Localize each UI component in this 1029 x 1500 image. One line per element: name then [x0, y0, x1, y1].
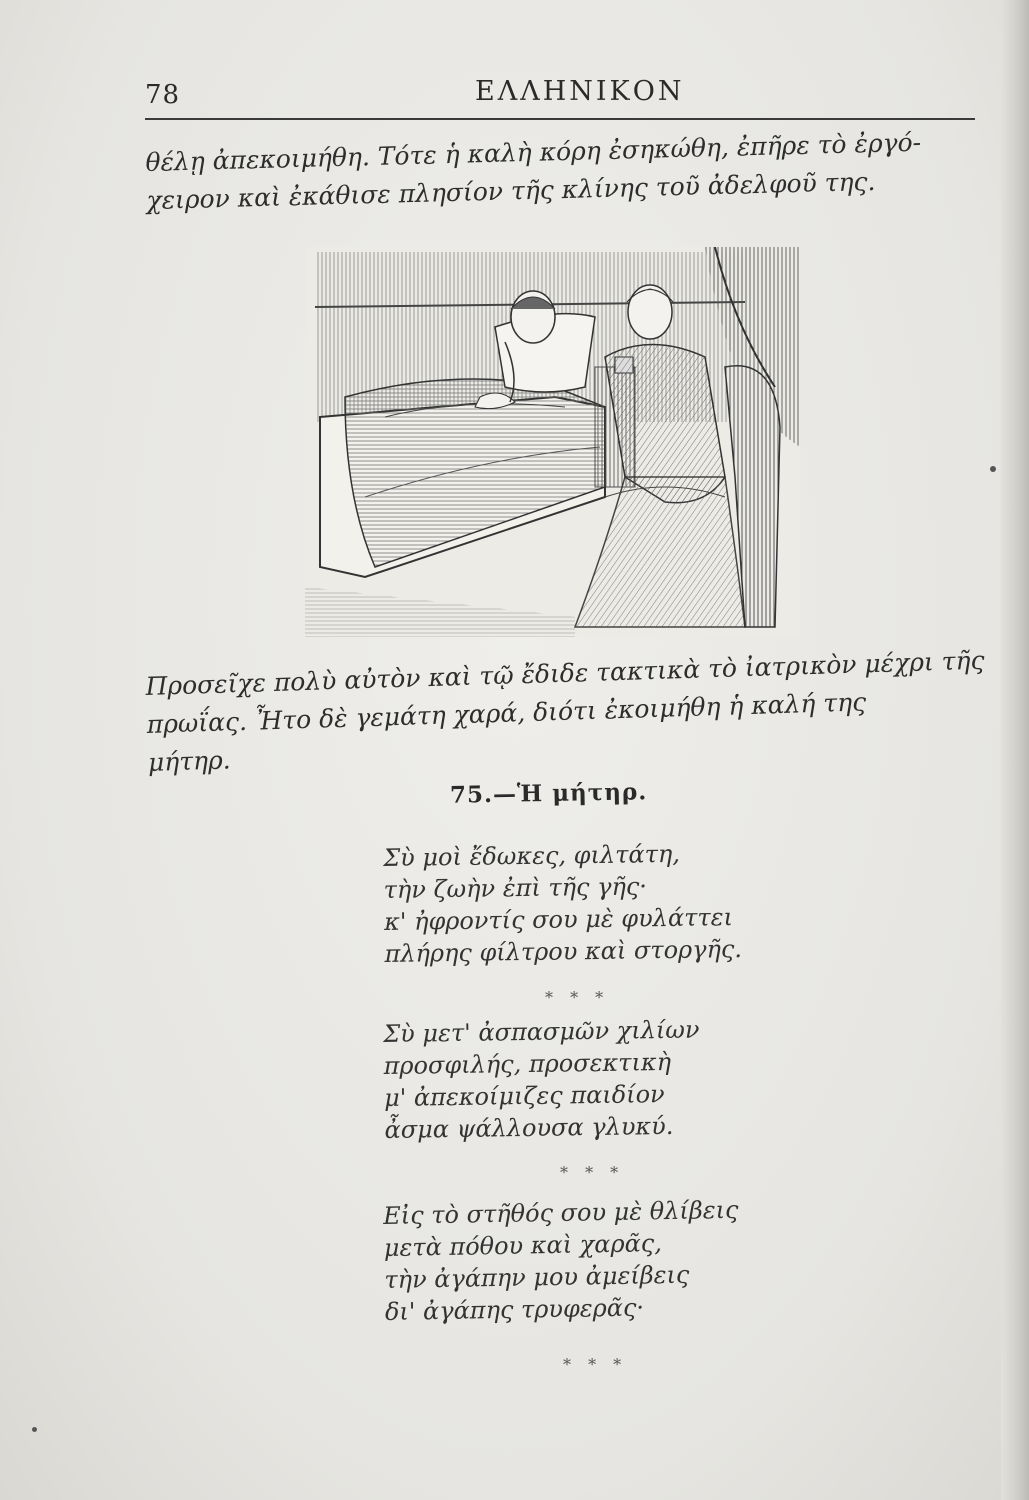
poem-line: Σὺ μοὶ ἔδωκες, φιλτάτη, [383, 839, 681, 872]
poem-stanza-3 [383, 1194, 740, 1328]
paragraph-line: Προσεῖχε πολὺ αὐτὸν καὶ τῷ ἔδιδε τακτικὰ τὸ ἰατρικὸν μέχρι τῆς [145, 645, 985, 701]
stanza-separator: * * * [560, 1163, 625, 1182]
poem-line: μετὰ πόθου καὶ χαρᾶς, [383, 1229, 663, 1262]
poem-line: προσφιλής, προσεκτικὴ [383, 1047, 672, 1080]
poem-stanza-1 [383, 837, 742, 970]
paragraph-line: πρωΐας. Ἦτο δὲ γεμάτη χαρά, διότι ἐκοιμήθη ἡ καλή της [146, 687, 867, 739]
header-rule [145, 118, 975, 120]
poem-line: πλήρης φίλτρου καὶ στοργῆς. [384, 935, 743, 968]
ink-speck [990, 466, 996, 472]
poem-line: τὴν ἀγάπην μου ἀμείβεις [384, 1260, 690, 1294]
page-number: 78 [145, 80, 181, 110]
paragraph-line: χειρον καὶ ἐκάθισε πλησίον τῆς κλίνης τοῦ ἀδελφοῦ της. [146, 166, 876, 215]
stanza-separator: * * * [563, 1355, 628, 1374]
page-header [145, 66, 975, 122]
paragraph-2 [145, 642, 983, 782]
stanza-separator: * * * [545, 988, 610, 1007]
poem-line: ἆσμα ψάλλουσα γλυκύ. [384, 1111, 674, 1144]
section-title: 75.—Ἡ μήτηρ. [449, 778, 648, 809]
paragraph-line: μήτηρ. [147, 745, 232, 777]
poem-line: Σὺ μετ' ἀσπασμῶν χιλίων [383, 1015, 700, 1048]
paragraph-line: θέλῃ ἀπεκοιμήθη. Τότε ἡ καλὴ κόρη ἐσηκώθη, ἐπῆρε τὸ ἐργό- [145, 127, 922, 177]
poem-line: τὴν ζωὴν ἐπὶ τῆς γῆς· [383, 872, 648, 904]
poem-line: κ' ἠφροντίς σου μὲ φυλάττει [383, 903, 734, 936]
running-title: ΕΛΛΗΝΙΚΟΝ [475, 76, 685, 107]
illustration [305, 247, 800, 637]
poem-line: Εἰς τὸ στῆθός σου μὲ θλίβεις [383, 1195, 739, 1230]
ink-speck [32, 1427, 37, 1432]
poem-line: δι' ἀγάπης τρυφερᾶς· [384, 1293, 645, 1326]
poem-line: μ' ἀπεκοίμιζες παιδίον [383, 1080, 665, 1112]
poem-stanza-2 [383, 1014, 701, 1146]
page-edge-shadow [1001, 0, 1029, 1500]
paragraph-1 [145, 122, 982, 220]
